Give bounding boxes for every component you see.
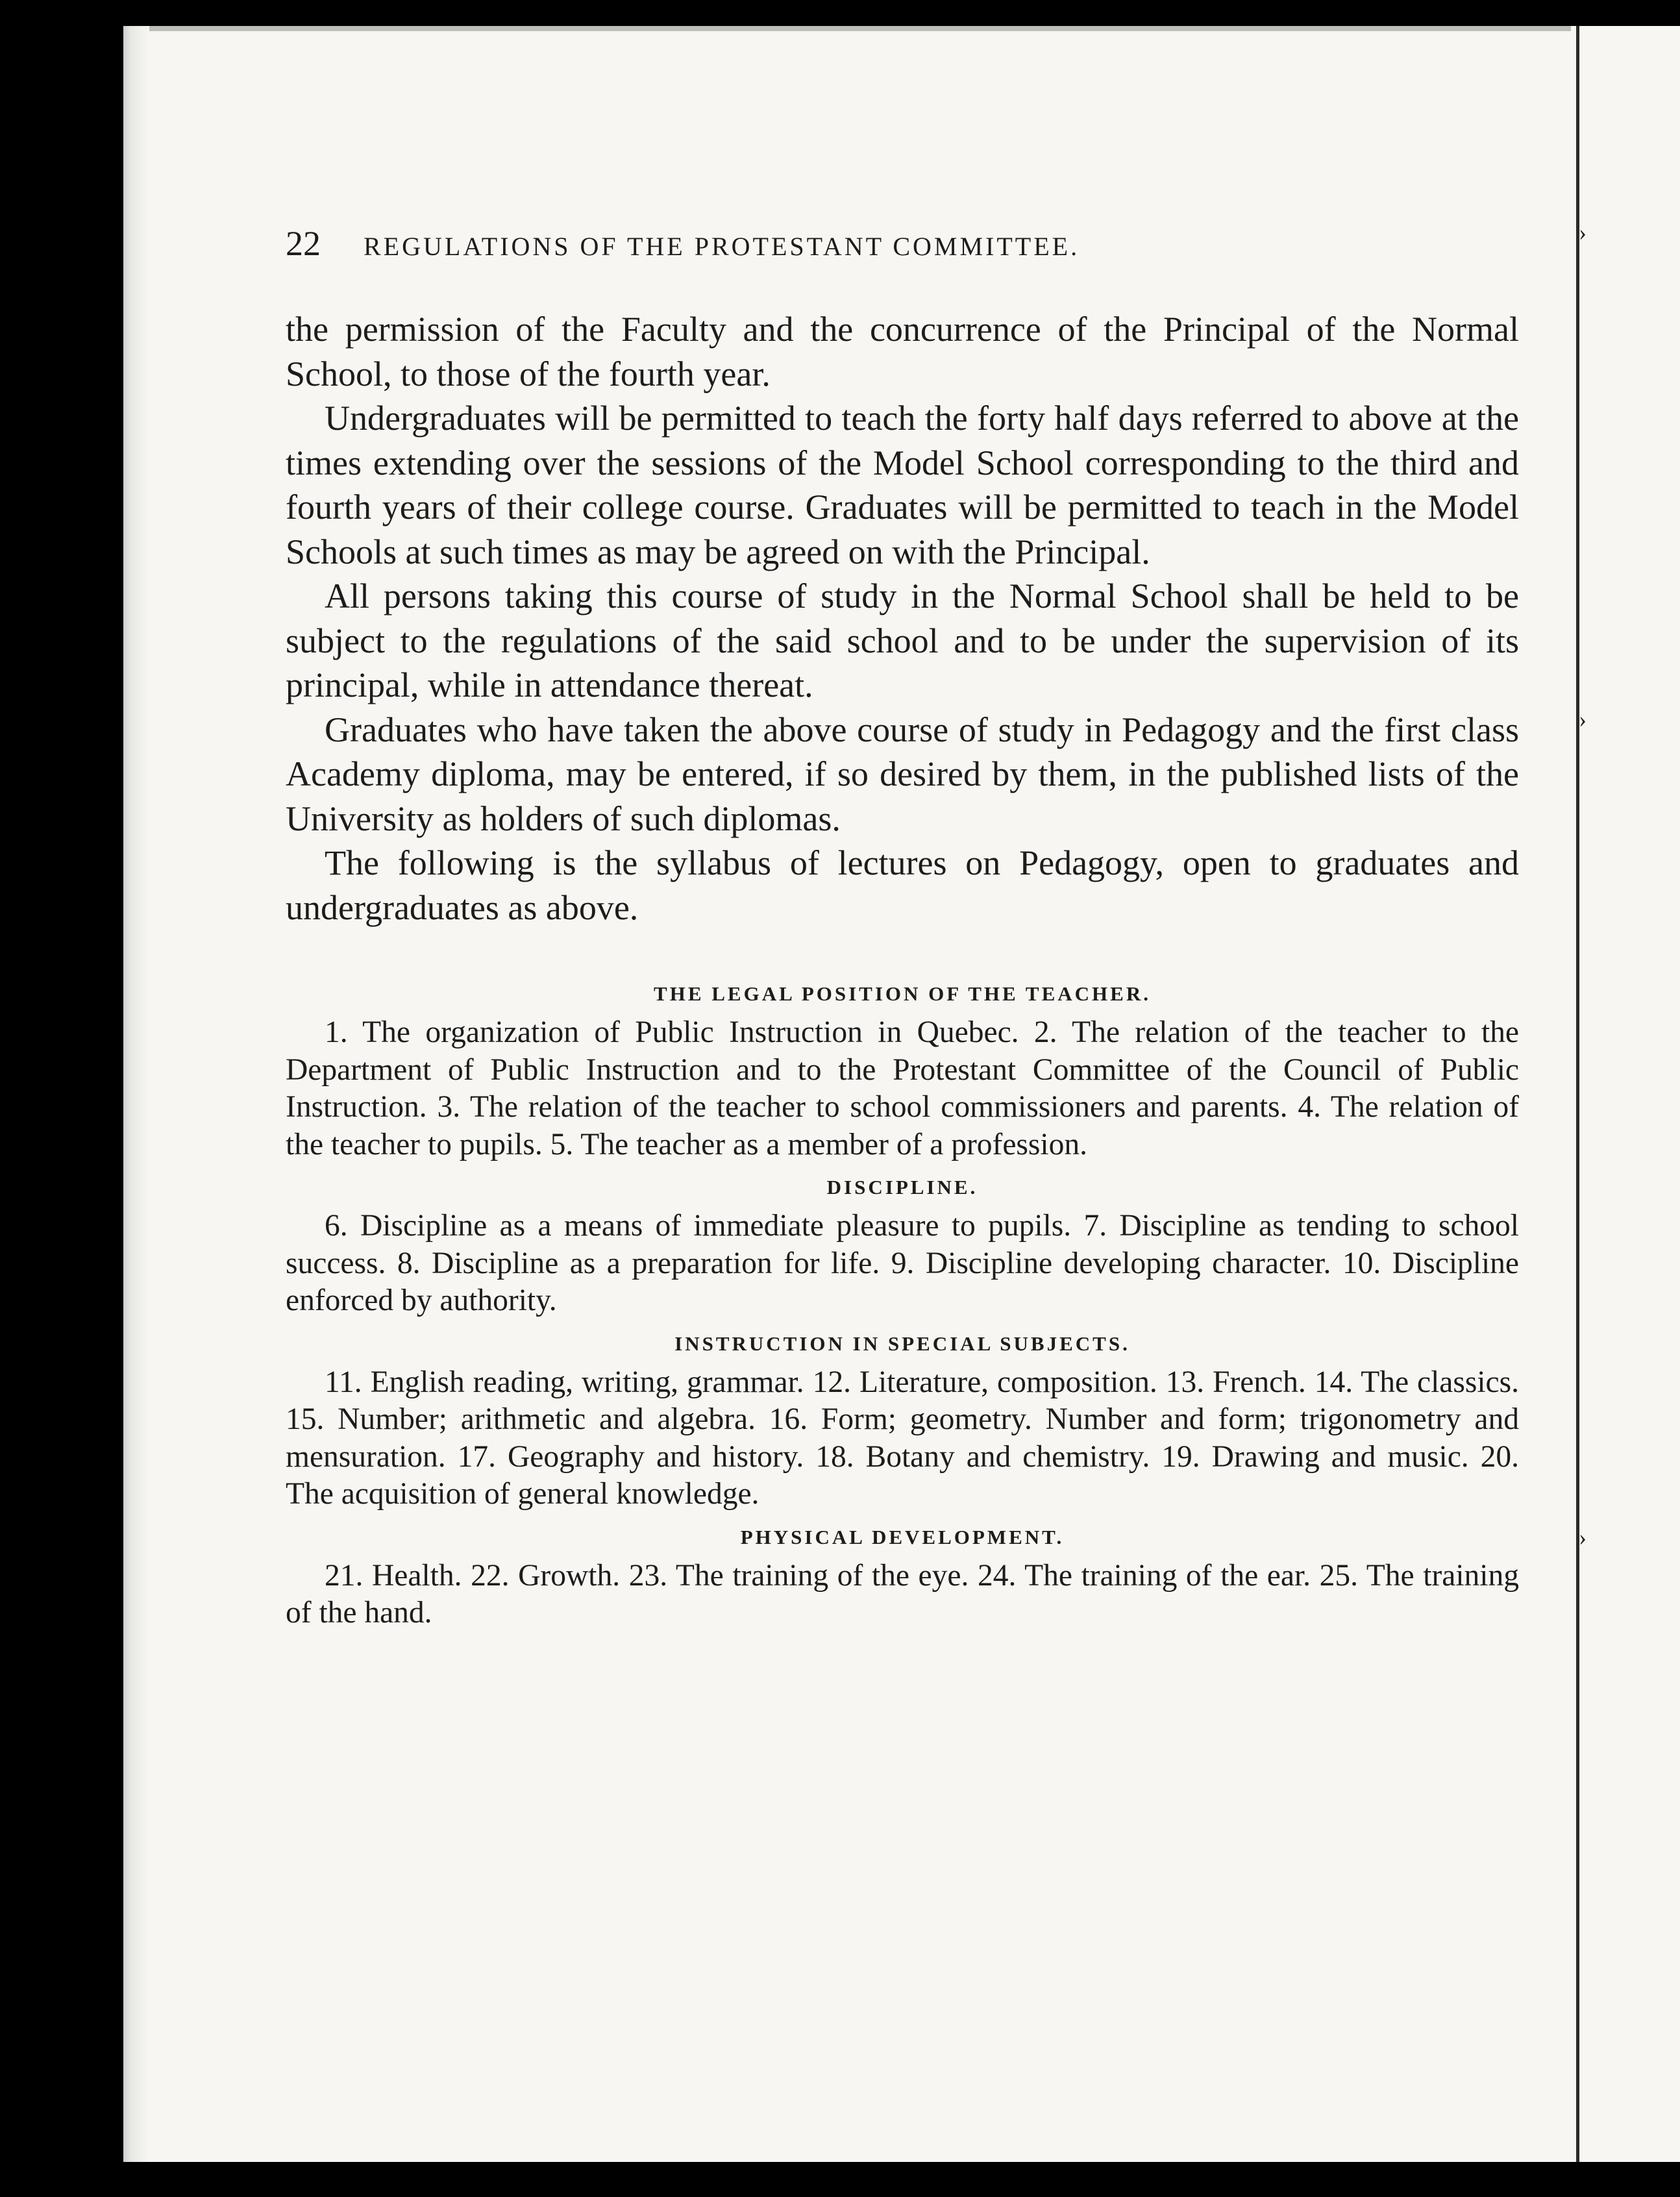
page-number: 22 [286, 224, 321, 263]
syllabus [286, 978, 1519, 1632]
body-text [286, 307, 1519, 930]
page-top-edge [123, 26, 1571, 31]
running-header [286, 221, 1519, 269]
tick-mark-icon: › [1579, 1524, 1587, 1550]
adjacent-page-rule [1576, 26, 1579, 2162]
paragraph-normal-school: All persons taking this course of study in the Normal School shall be held to be subject to the regulations of the said school and to be under the supervision of its principal, while in attendance thereat. [286, 577, 1519, 704]
section-text-special-subjects: 11. English reading, writing, grammar. 12. Literature, composition. 13. French. 14. The classics. 15. Number; arithmetic and algebra. 16. Form; geometry. Number and form; trigonometry and mensuration. 17. Geography and history. 18. Botany and chemistry. 19. Drawing and music. 20. The acquisition of general knowledge. [286, 1365, 1519, 1511]
section-heading-discipline: DISCIPLINE. [826, 1176, 978, 1198]
section-text-physical-development: 21. Health. 22. Growth. 23. The training of the eye. 24. The training of the ear. 25. The training of the hand. [286, 1558, 1519, 1630]
adjacent-page-edge [1571, 26, 1680, 2162]
running-title: REGULATIONS OF THE PROTESTANT COMMITTEE. [364, 232, 1080, 261]
paragraph-faculty-permission: the permission of the Faculty and the concurrence of the Principal of the Normal School, to those of the fourth year. [286, 310, 1519, 393]
page-binding-edge [123, 26, 149, 2162]
paragraph-graduates: Graduates who have taken the above course of study in Pedagogy and the first class Academy diploma, may be entered, if so desired by them, in the published lists of the University as holders of such diplomas. [286, 710, 1519, 838]
tick-mark-icon: › [1579, 219, 1587, 245]
section-text-legal-position: 1. The organization of Public Instruction in Quebec. 2. The relation of the teacher to the Department of Public Instruction and to the Protestant Committee of the Council of Public Instruction. 3. The relation of the teacher to school commissioners and parents. 4. The relation of the teacher to pupils. 5. The teacher as a member of a profession. [286, 1015, 1519, 1161]
paragraph-undergraduates: Undergraduates will be permitted to teach the forty half days referred to above at the times extending over the sessions of the Model School corresponding to the third and fourth years of their college course. Graduates will be permitted to teach in the Model Schools at such times as may be agreed on with the Principal. [286, 399, 1519, 571]
paragraph-syllabus-intro: The following is the syllabus of lectures on Pedagogy, open to graduates and undergraduates as above. [286, 843, 1519, 927]
tick-mark-icon: › [1579, 706, 1587, 732]
section-text-discipline: 6. Discipline as a means of immediate pleasure to pupils. 7. Discipline as tending to school success. 8. Discipline as a preparation for life. 9. Discipline developing character. 10. Discipline enforced by authority. [286, 1209, 1519, 1317]
section-heading-special-subjects: INSTRUCTION IN SPECIAL SUBJECTS. [674, 1332, 1130, 1355]
book-page [123, 26, 1571, 2162]
section-heading-legal-position: THE LEGAL POSITION OF THE TEACHER. [654, 982, 1151, 1005]
section-heading-physical-development: PHYSICAL DEVELOPMENT. [740, 1525, 1065, 1548]
page-content [286, 221, 1519, 1640]
